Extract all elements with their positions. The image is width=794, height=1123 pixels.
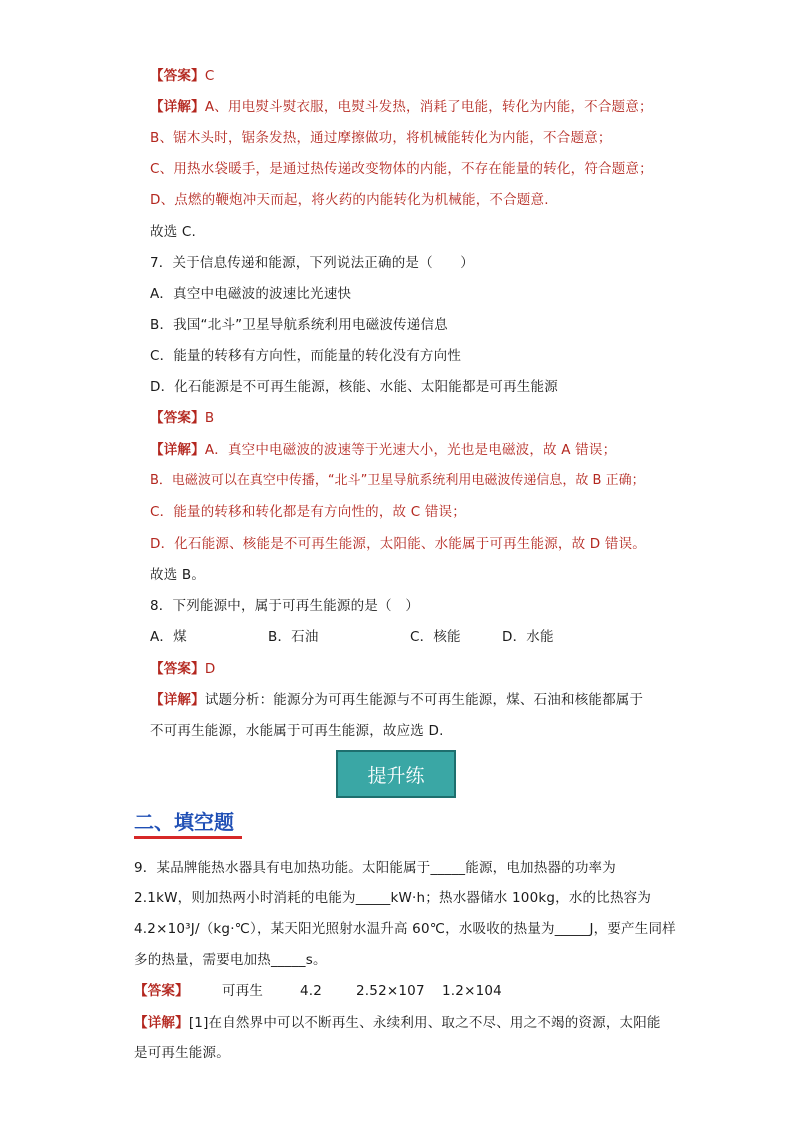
- q8-detail-line: 不可再生能源，水能属于可再生能源，故应选 D.: [150, 723, 444, 739]
- q8-options: [150, 627, 554, 647]
- q9-text-line: 2.1kW，则加热两小时消耗的电能为_____kW·h；热水器储水 100kg，水的比热容为: [134, 890, 652, 906]
- detail-text: [1]在自然界中可以不断再生、永续利用、取之不尽、用之不竭的资源，太阳能: [188, 1015, 661, 1031]
- q8-option-a: A．煤: [150, 629, 187, 645]
- q8-option-d: D．水能: [502, 629, 554, 645]
- section-title: 二、填空题: [134, 810, 234, 834]
- detail-tag: 【详解】: [134, 1015, 189, 1031]
- answer-value: C: [204, 68, 215, 84]
- q7-conclusion: 故选 B。: [150, 567, 206, 583]
- q8-option-b: B．石油: [268, 629, 319, 645]
- q9-text-line: 多的热量，需要电加热_____s。: [134, 952, 327, 968]
- detail-text: A．真空中电磁波的波速等于光速大小，光也是电磁波，故 A 错误；: [204, 442, 617, 458]
- detail-tag: 【详解】: [150, 692, 205, 708]
- q7-detail-line: D．化石能源、核能是不可再生能源，太阳能、水能属于可再生能源，故 D 错误。: [150, 536, 646, 552]
- answer-blank-2: 4.2: [300, 983, 323, 999]
- answer-value: D: [204, 661, 216, 677]
- q6-detail-line: C、用热水袋暖手，是通过热传递改变物体的内能，不存在能量的转化，符合题意；: [150, 161, 653, 177]
- q9-detail-line: 是可再生能源。: [134, 1045, 230, 1061]
- q6-detail-line: D、点燃的鞭炮冲天而起，将火药的内能转化为机械能，不合题意.: [150, 192, 549, 208]
- q8-question: 8．下列能源中，属于可再生能源的是（ ）: [150, 598, 420, 614]
- q7-detail-line: C．能量的转移和转化都是有方向性的，故 C 错误；: [150, 504, 466, 520]
- q8-detail-line: [150, 690, 643, 710]
- q6-answer: [150, 66, 214, 86]
- answer-tag: 【答案】: [134, 983, 189, 999]
- practice-banner: 提升练: [336, 750, 456, 798]
- q6-conclusion: 故选 C.: [150, 224, 197, 240]
- q7-detail-line: [150, 440, 616, 460]
- q8-answer: [150, 659, 215, 679]
- answer-blank-3: 2.52×107: [356, 983, 425, 999]
- answer-blank-4: 1.2×104: [442, 983, 502, 999]
- detail-text: A、用电熨斗熨衣服，电熨斗发热，消耗了电能，转化为内能，不合题意；: [204, 99, 653, 115]
- detail-tag: 【详解】: [150, 99, 205, 115]
- q7-option-d: D．化石能源是不可再生能源，核能、水能、太阳能都是可再生能源: [150, 379, 558, 395]
- q7-detail-line: B．电磁波可以在真空中传播，“北斗”卫星导航系统利用电磁波传递信息，故 B 正确；: [150, 473, 645, 488]
- q7-option-c: C．能量的转移有方向性，而能量的转化没有方向性: [150, 348, 462, 364]
- q7-question: 7．关于信息传递和能源，下列说法正确的是（ ）: [150, 255, 474, 271]
- answer-tag: 【答案】: [150, 410, 205, 426]
- q7-option-a: A．真空中电磁波的波速比光速快: [150, 286, 352, 302]
- q9-text-line: 4.2×10³J/（kg·℃），某天阳光照射水温升高 60℃，水吸收的热量为_____J，要产生同样: [134, 921, 676, 937]
- q9-detail-line: [134, 1013, 661, 1033]
- q7-option-b: B．我国“北斗”卫星导航系统利用电磁波传递信息: [150, 317, 448, 333]
- section-title-underline: [134, 836, 242, 839]
- answer-value: B: [204, 410, 215, 426]
- q9-text-line: 9．某品牌能热水器具有电加热功能。太阳能属于_____能源，电加热器的功率为: [134, 860, 616, 876]
- answer-tag: 【答案】: [150, 68, 205, 84]
- q7-answer: [150, 408, 214, 428]
- answer-tag: 【答案】: [150, 661, 205, 677]
- q6-detail-line: B、锯木头时，锯条发热，通过摩擦做功，将机械能转化为内能，不合题意；: [150, 130, 612, 146]
- detail-tag: 【详解】: [150, 442, 205, 458]
- q6-detail-line: [150, 97, 653, 117]
- answer-blank-1: 可再生: [222, 983, 264, 999]
- q9-answer: [134, 981, 502, 1001]
- q8-option-c: C．核能: [410, 629, 461, 645]
- detail-text: 试题分析：能源分为可再生能源与不可再生能源，煤、石油和核能都属于: [204, 692, 644, 708]
